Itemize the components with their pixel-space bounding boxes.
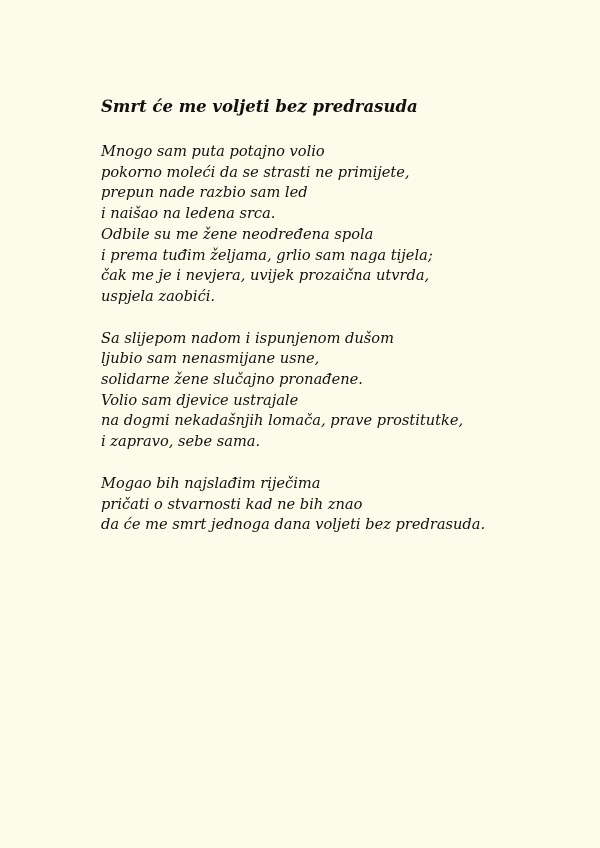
poem-line: Mnogo sam puta potajno volio [101, 143, 325, 160]
poem-line: Sa slijepom nadom i ispunjenom dušom [101, 329, 394, 347]
poem-line: na dogmi nekadašnjih lomača, prave prostitutke, [101, 412, 464, 430]
poem-line: uspjela zaobići. [101, 287, 216, 305]
poem [101, 96, 571, 557]
poem-line: Volio sam djevice ustrajale [101, 391, 299, 409]
poem-line: ljubio sam nenasmijane usne, [101, 350, 320, 368]
poem-line: i prema tuđim željama, grlio sam naga tijela; [101, 246, 433, 264]
poem-line: solidarne žene slučajno pronađene. [101, 371, 363, 389]
poem-line: prepun nade razbio sam led [101, 184, 308, 202]
stanza-3 [101, 474, 571, 536]
poem-line: pokorno moleći da se strasti ne primijete, [101, 163, 410, 181]
poem-line: i naišao na ledena srca. [101, 205, 276, 223]
poem-line: čak me je i nevjera, uvijek prozaična utvrda, [101, 267, 430, 285]
poem-line: Odbile su me žene neodređena spola [101, 225, 374, 243]
poem-line: Mogao bih najslađim riječima [101, 474, 321, 492]
poem-line: i zapravo, sebe sama. [101, 433, 261, 451]
stanza-1 [101, 142, 571, 308]
poem-line: da će me smrt jednoga dana voljeti bez predrasuda. [101, 516, 486, 534]
poem-title: Smrt će me voljeti bez predrasuda [101, 97, 418, 116]
poem-line: pričati o stvarnosti kad ne bih znao [101, 495, 363, 513]
stanza-2 [101, 329, 571, 453]
